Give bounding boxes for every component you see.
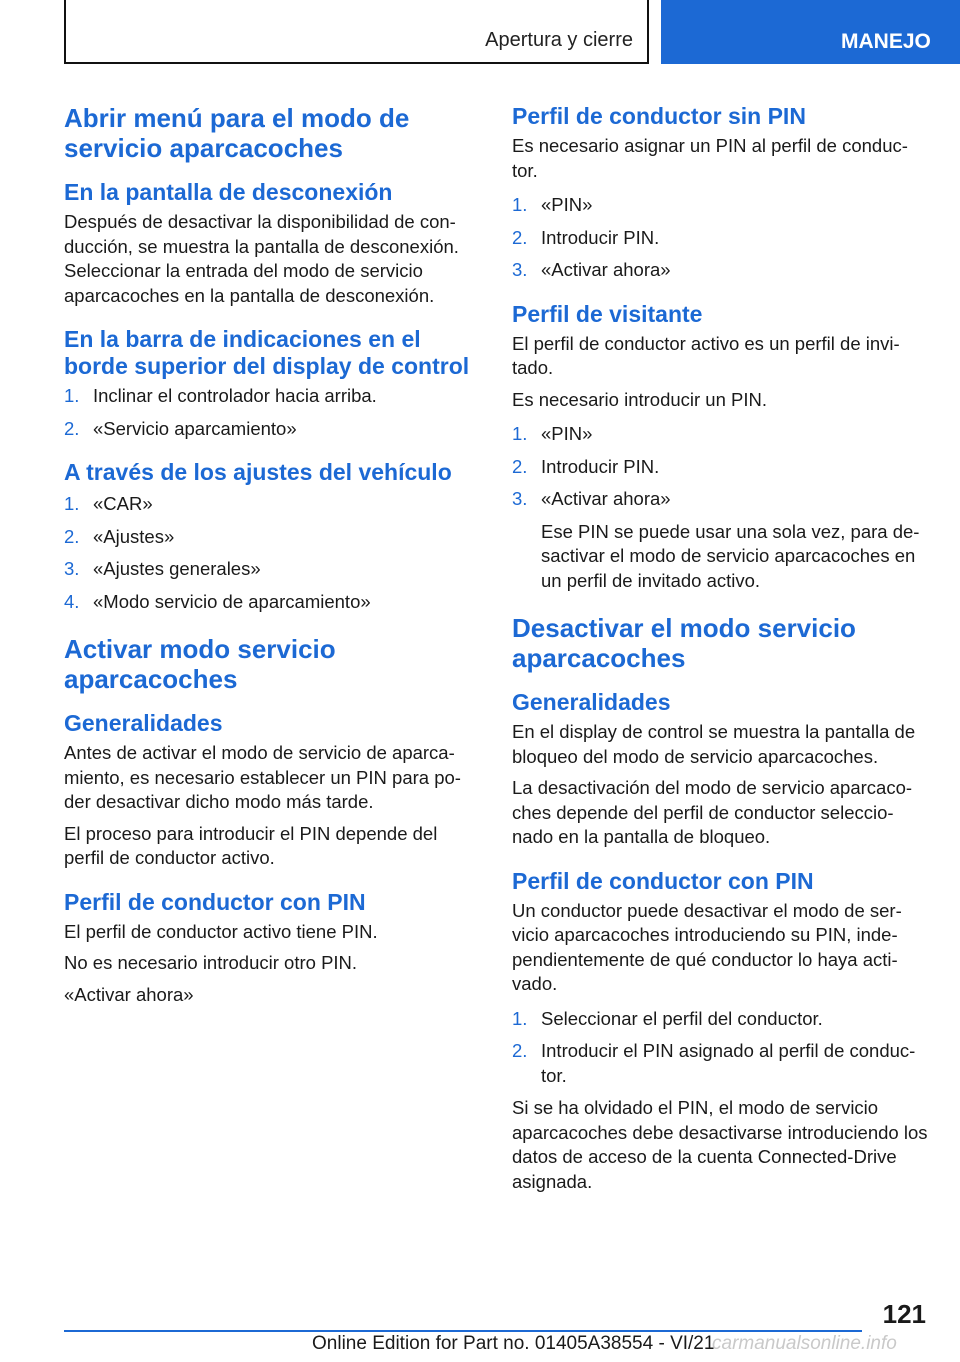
paragraph-shutdown-screen: Después de desactivar la disponibilidad de con-ducción, se muestra la pantalla de desconexión. Seleccionar la entrada del modo de servicio aparcacoches en la pantalla de desconexión. — [64, 211, 459, 306]
heading-deactivate-valet-mode: Desactivar el modo servicio aparcacoches — [512, 613, 856, 673]
heading-driver-without-pin: Perfil de conductor sin PIN — [512, 103, 806, 129]
step-text: Introducir PIN. — [541, 455, 660, 477]
visitor-pin-note: Ese PIN se puede usar una sola vez, para de-sactivar el modo de servicio aparcacoches en un perfil de invitado activo. — [541, 520, 920, 591]
step-text: «Ajustes generales» — [93, 558, 261, 579]
list-item — [64, 492, 472, 517]
step-number: 1. — [64, 385, 80, 406]
paragraph-with-pin-3: «Activar ahora» — [64, 983, 194, 1005]
visitor-steps — [512, 422, 928, 512]
paragraph-general-1: Antes de activar el modo de servicio de aparca-miento, es necesario establecer un PIN para po-der desactivar dicho modo más tarde. — [64, 742, 461, 812]
heading-driver-with-pin: Perfil de conductor con PIN — [64, 888, 366, 915]
list-item — [512, 1007, 928, 1032]
step-number: 2. — [512, 226, 528, 248]
list-item — [512, 193, 928, 218]
paragraph-with-pin-1: El perfil de conductor activo tiene PIN. — [64, 920, 378, 942]
step-number: 2. — [64, 525, 80, 547]
list-item — [64, 557, 472, 582]
paragraph-visitor-1: El perfil de conductor activo es un perfil de invi-tado. — [512, 332, 900, 378]
heading-general-info: Generalidades — [512, 689, 671, 715]
list-item — [512, 1039, 928, 1088]
page-number: 121 — [882, 1299, 926, 1329]
paragraph-deactivate-general-1: En el display de control se muestra la pantalla de bloqueo del modo de servicio aparcacoches. — [512, 721, 916, 767]
heading-general-info: Generalidades — [64, 710, 223, 736]
list-item — [512, 455, 928, 480]
list-item — [64, 590, 472, 615]
list-item — [512, 487, 928, 512]
header-tab-box — [64, 0, 649, 64]
paragraph-forgotten-pin: Si se ha olvidado el PIN, el modo de servicio aparcacoches debe desactivarse introduciendo los datos de acceso de la cuenta Connected-Drive asignada. — [512, 1097, 928, 1192]
step-number: 3. — [512, 488, 528, 509]
paragraph-without-pin: Es necesario asignar un PIN al perfil de conduc-tor. — [512, 135, 908, 181]
step-number: 4. — [64, 590, 80, 612]
step-text: «PIN» — [541, 194, 593, 215]
heading-visitor-profile: Perfil de visitante — [512, 300, 703, 327]
footer-divider — [64, 1330, 862, 1332]
left-column — [64, 103, 472, 1014]
step-number: 1. — [512, 1007, 528, 1029]
heading-open-menu: Abrir menú para el modo de servicio aparcacoches — [64, 103, 410, 163]
step-number: 1. — [512, 194, 528, 215]
step-text: «Ajustes» — [93, 525, 175, 547]
status-bar-steps — [64, 384, 472, 441]
paragraph-deactivate-with-pin: Un conductor puede desactivar el modo de ser-vicio aparcacoches introduciendo su PIN, inde-pendientemente de qué conductor lo haya acti-vado. — [512, 899, 902, 994]
list-item — [512, 226, 928, 251]
step-text: «Activar ahora» — [541, 259, 671, 280]
heading-deactivate-with-pin: Perfil de conductor con PIN — [512, 867, 814, 894]
step-number: 2. — [64, 417, 80, 439]
heading-activate-valet-mode: Activar modo servicio aparcacoches — [64, 634, 336, 694]
step-number: 3. — [64, 558, 80, 579]
list-item — [64, 384, 472, 409]
right-column — [512, 103, 928, 1201]
step-text: «Modo servicio de aparcamiento» — [93, 590, 371, 612]
step-text: Introducir PIN. — [541, 226, 660, 248]
heading-vehicle-settings: A través de los ajustes del vehículo — [64, 459, 452, 485]
step-text: Seleccionar el perfil del conductor. — [541, 1007, 823, 1029]
step-number: 2. — [512, 1040, 528, 1061]
step-text: Introducir el PIN asignado al perfil de conduc-tor. — [541, 1040, 916, 1086]
step-text: «Servicio aparcamiento» — [93, 417, 297, 439]
paragraph-visitor-2: Es necesario introducir un PIN. — [512, 388, 768, 410]
list-item — [64, 525, 472, 550]
vehicle-settings-steps — [64, 492, 472, 614]
paragraph-with-pin-2: No es necesario introducir otro PIN. — [64, 952, 358, 973]
step-text: «PIN» — [541, 423, 593, 444]
deactivate-with-pin-steps — [512, 1007, 928, 1089]
list-item — [64, 417, 472, 442]
step-number: 2. — [512, 455, 528, 477]
without-pin-steps — [512, 193, 928, 283]
step-text: «CAR» — [93, 493, 153, 514]
heading-shutdown-screen: En la pantalla de desconexión — [64, 179, 393, 205]
step-number: 1. — [512, 423, 528, 444]
footer-edition: Online Edition for Part no. 01405A38554 - VI/21 — [312, 1333, 715, 1354]
header-section-tab — [661, 0, 960, 64]
paragraph-deactivate-general-2: La desactivación del modo de servicio aparcaco-ches depende del perfil de conductor seleccio-nado en la pantalla de bloqueo. — [512, 777, 913, 847]
step-text: Inclinar el controlador hacia arriba. — [93, 385, 377, 406]
heading-status-bar: En la barra de indicaciones en el borde superior del display de control — [64, 326, 470, 379]
header-section-label: MANEJO — [841, 30, 931, 53]
step-number: 3. — [512, 259, 528, 280]
step-text: «Activar ahora» — [541, 488, 671, 509]
paragraph-general-2: El proceso para introducir el PIN depende del perfil de conductor activo. — [64, 822, 438, 868]
header-chapter-title: Apertura y cierre — [485, 29, 633, 51]
list-item — [512, 258, 928, 283]
watermark: carmanualsonline.info — [712, 1333, 897, 1354]
list-item — [512, 422, 928, 447]
step-number: 1. — [64, 493, 80, 514]
